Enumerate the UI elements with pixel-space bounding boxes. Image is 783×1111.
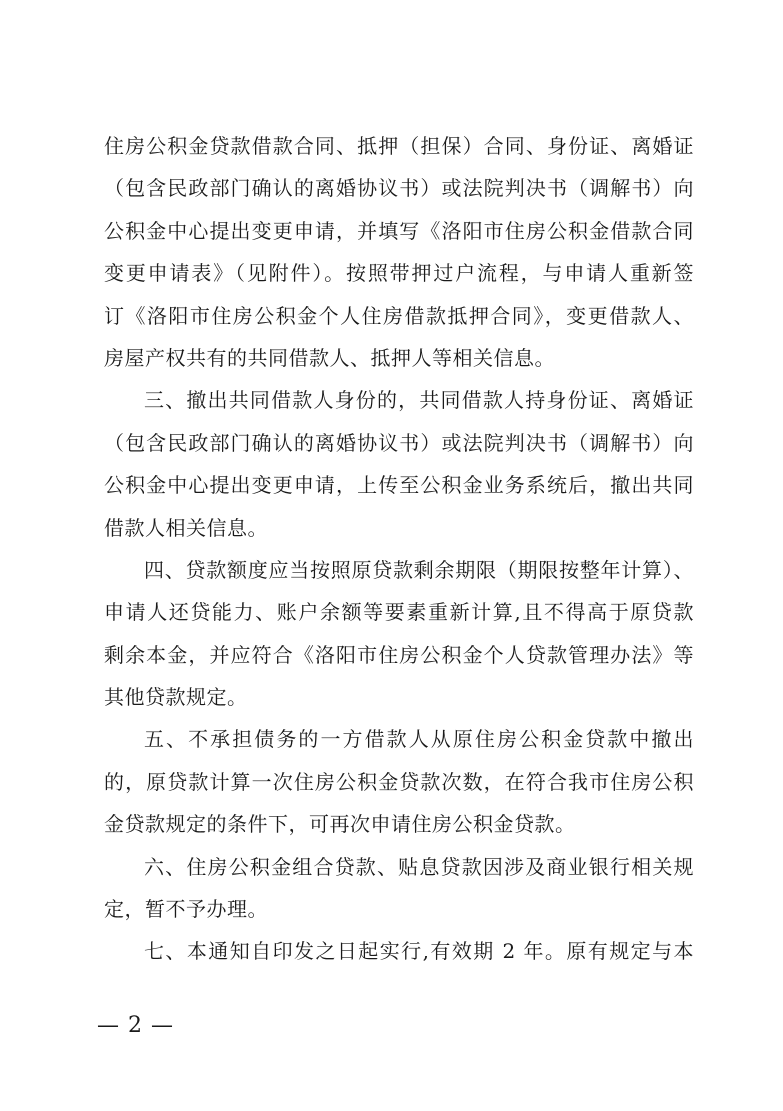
paragraph-5-first-line: 五、不承担债务的一方借款人从原住房公积金贷款中撤出	[144, 727, 694, 752]
text-line: 订《洛阳市住房公积金个人住房借款抵押合同》，变更借款人、	[104, 303, 694, 328]
text-line: 剩余本金，并应符合《洛阳市住房公积金个人贷款管理办法》等	[104, 642, 694, 667]
text-line: （包含民政部门确认的离婚协议书）或法院判决书（调解书）向	[104, 176, 694, 201]
text-line: 变更申请表》（见附件）。按照带押过户流程，与申请人重新签	[104, 261, 694, 286]
text-line: 其他贷款规定。	[104, 685, 248, 710]
text-line: 的，原贷款计算一次住房公积金贷款次数，在符合我市住房公积	[104, 769, 694, 794]
paragraph-6-first-line: 六、住房公积金组合贷款、贴息贷款因涉及商业银行相关规	[144, 854, 694, 879]
text-line: 借款人相关信息。	[104, 515, 268, 540]
text-line: 申请人还贷能力、账户余额等要素重新计算,且不得高于原贷款	[104, 600, 694, 625]
text-line: 定，暂不予办理。	[104, 897, 268, 922]
text-line: 房屋产权共有的共同借款人、抵押人等相关信息。	[104, 345, 555, 370]
paragraph-7-first-line: 七、本通知自印发之日起实行,有效期 2 年。原有规定与本	[144, 939, 694, 964]
text-line: 公积金中心提出变更申请，上传至公积金业务系统后，撤出共同	[104, 473, 694, 498]
text-line: 公积金中心提出变更申请，并填写《洛阳市住房公积金借款合同	[104, 218, 694, 243]
body-text	[104, 136, 694, 984]
page-number: — 2 —	[97, 1013, 174, 1038]
text-line: （包含民政部门确认的离婚协议书）或法院判决书（调解书）向	[104, 430, 694, 455]
paragraph-3-first-line: 三、撤出共同借款人身份的，共同借款人持身份证、离婚证	[144, 388, 694, 413]
text-line: 住房公积金贷款借款合同、抵押（担保）合同、身份证、离婚证	[104, 134, 694, 158]
text-line: 金贷款规定的条件下，可再次申请住房公积金贷款。	[104, 812, 576, 837]
paragraph-4-first-line: 四、贷款额度应当按照原贷款剩余期限（期限按整年计算）、	[144, 557, 694, 582]
